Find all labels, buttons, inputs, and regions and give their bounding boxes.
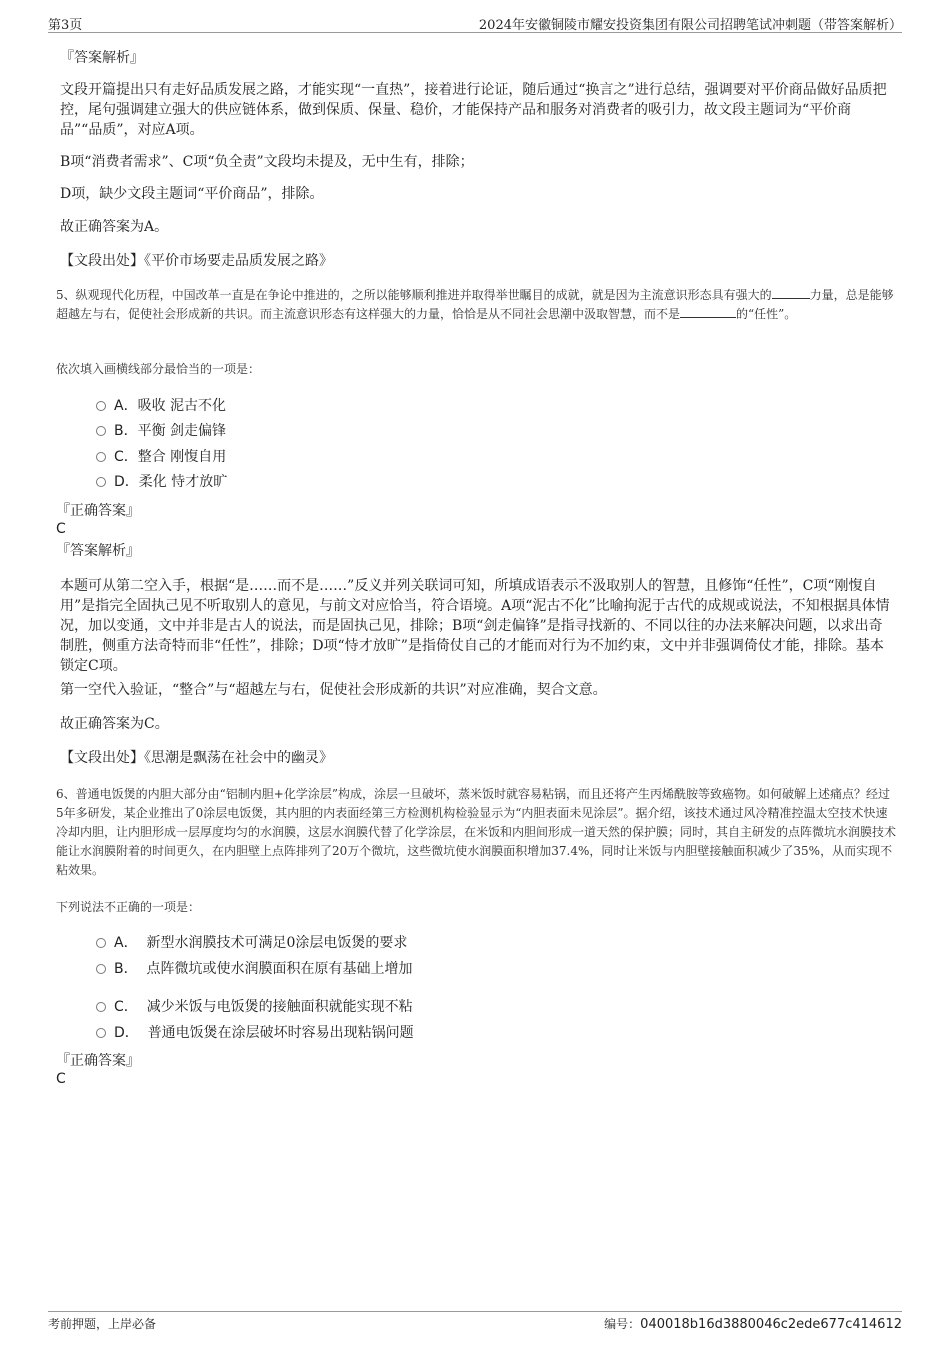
page-footer <box>48 1311 902 1332</box>
q6-answer: C <box>56 1071 66 1087</box>
q6-option-b[interactable]: B． 点阵微坑或使水润膜面积在原有基础上增加 <box>96 959 413 979</box>
q5-answer-label: 『正确答案』 <box>56 503 140 519</box>
q4-analysis-label: 『答案解析』 <box>60 50 144 66</box>
q5-option-a[interactable]: A．吸收 泥古不化 <box>96 396 226 416</box>
q5-stem: 5、纵观现代化历程，中国改革一直是在争论中推进的，之所以能够顺利推进并取得举世瞩目的成就，就是因为主流意识形态具有强大的 力量，总是能够超越左与右，促使社会形成新的共识。而主流意识形态有这样强大的力量，恰恰是从不同社会思潮中汲取智慧，而不是 的“任性”。 <box>56 288 894 321</box>
q5-answer: C <box>56 521 66 537</box>
q5-source: 【文段出处】《思潮是飘荡在社会中的幽灵》 <box>60 750 333 766</box>
radio-icon[interactable] <box>96 452 106 462</box>
document-code: 编号：040018b16d3880046c2ede677c414612 <box>604 1317 902 1332</box>
q5-analysis-label: 『答案解析』 <box>56 543 140 559</box>
q4-analysis-para3: D项，缺少文段主题词“平价商品”，排除。 <box>60 186 324 202</box>
document-title: 2024年安徽铜陵市耀安投资集团有限公司招聘笔试冲刺题（带答案解析） <box>478 18 902 33</box>
q5-analysis-para2: 第一空代入验证，“整合”与“超越左与右，促使社会形成新的共识”对应准确，契合文意。 <box>60 682 607 698</box>
q5-blank-1 <box>772 298 810 299</box>
footer-slogan: 考前押题，上岸必备 <box>48 1317 157 1331</box>
q4-analysis-para1: 文段开篇提出只有走好品质发展之路，才能实现“一直热”，接着进行论证，随后通过“换言之”进行总结，强调要对平价商品做好品质把控，尾句强调建立强大的供应链体系，做到保质、保量、稳价，才能保持产品和服务对消费者的吸引力，故文段主题词为“平价商品”“品质”，对应A项。 <box>60 82 887 138</box>
q4-source: 【文段出处】《平价市场要走品质发展之路》 <box>60 253 333 269</box>
q4-analysis-para4: 故正确答案为A。 <box>60 219 169 235</box>
q6-answer-label: 『正确答案』 <box>56 1053 140 1069</box>
radio-icon[interactable] <box>96 426 106 436</box>
q5-blank-2 <box>680 317 736 318</box>
q6-option-d[interactable]: D． 普通电饭煲在涂层破坏时容易出现粘锅问题 <box>96 1023 414 1043</box>
q5-analysis-para3: 故正确答案为C。 <box>60 716 169 732</box>
radio-icon[interactable] <box>96 1028 106 1038</box>
q4-analysis-para2: B项“消费者需求”、C项“负全责”文段均未提及，无中生有，排除； <box>60 154 474 170</box>
q5-option-b[interactable]: B．平衡 剑走偏锋 <box>96 421 226 441</box>
radio-icon[interactable] <box>96 1002 106 1012</box>
radio-icon[interactable] <box>96 938 106 948</box>
q5-analysis-para1: 本题可从第二空入手，根据“是……而不是……”反义并列关联词可知，所填成语表示不汲取别人的智慧，且修饰“任性”，C项“刚愎自用”是指完全固执己见不听取别人的意见，与前文对应恰当，符合语境。A项“泥古不化”比喻拘泥于古代的成规或说法，不知根据具体情况，加以变通，文中并非是古人的说法，而是固执己见，排除；B项“剑走偏锋”是指寻找新的、不同以往的办法来解决问题，以求出奇制胜，侧重方法奇特而非“任性”，排除；D项“恃才放旷”是指倚仗自己的才能而对行为不加约束，文中并非强调倚仗才能，排除。基本锁定C项。 <box>60 578 890 674</box>
radio-icon[interactable] <box>96 401 106 411</box>
q5-option-c[interactable]: C．整合 刚愎自用 <box>96 447 226 467</box>
q6-option-a[interactable]: A． 新型水润膜技术可满足0涂层电饭煲的要求 <box>96 933 407 953</box>
q6-option-c[interactable]: C． 减少米饭与电饭煲的接触面积就能实现不粘 <box>96 997 413 1017</box>
radio-icon[interactable] <box>96 477 106 487</box>
page-header <box>48 14 902 33</box>
q6-prompt: 下列说法不正确的一项是： <box>56 900 201 914</box>
q5-prompt: 依次填入画横线部分最恰当的一项是： <box>56 362 261 376</box>
q5-option-d[interactable]: D．柔化 恃才放旷 <box>96 472 227 492</box>
q6-stem: 6、普通电饭煲的内胆大部分由“铝制内胆+化学涂层”构成，涂层一旦破坏，蒸米饭时就容易粘锅，而且还将产生丙烯酰胺等致癌物。如何破解上述痛点？经过5年多研发，某企业推出了0涂层电饭煲，其内胆的内表面经第三方检测机构检验显示为“内胆表面未见涂层”。据介绍，该技术通过风冷精准控温太空技术快速冷却内胆，让内胆形成一层厚度均匀的水润膜，这层水润膜代替了化学涂层，在米饭和内胆间形成一道天然的保护膜；同时，其自主研发的点阵微坑水润膜技术能让水润膜附着的时间更久，在内胆壁上点阵排列了20万个微坑，这些微坑使水润膜面积增加37.4%，同时让米饭与内胆壁接触面积减少了35%，从而实现不粘效果。 <box>56 787 897 877</box>
radio-icon[interactable] <box>96 964 106 974</box>
page-number: 第3页 <box>48 18 83 33</box>
